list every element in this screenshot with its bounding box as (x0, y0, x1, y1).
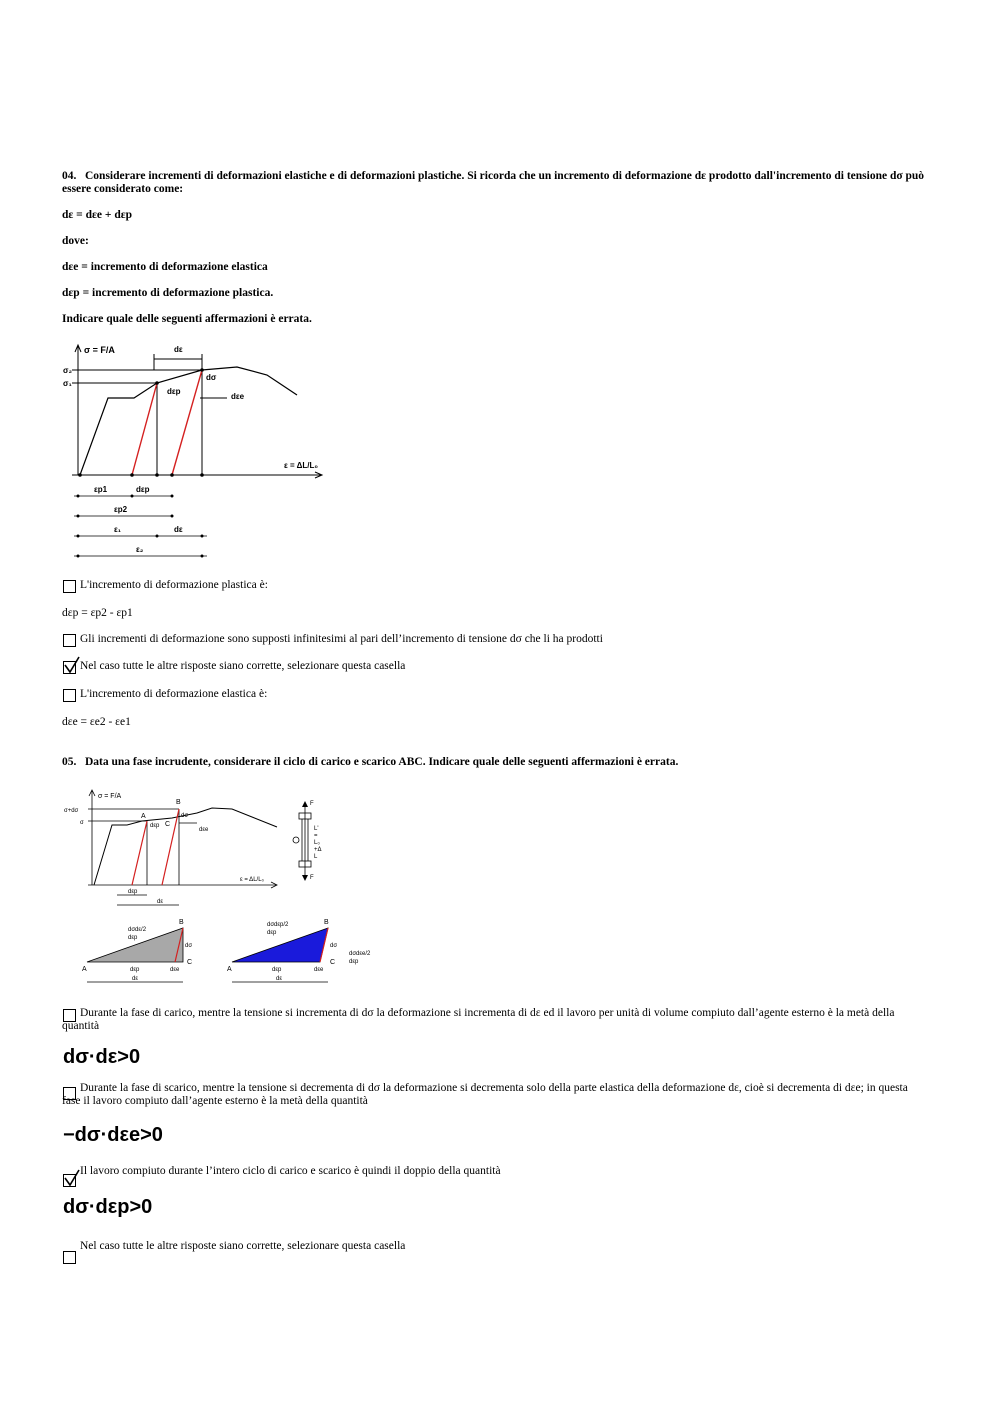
fig05-tri1-de-label: dε (132, 976, 139, 982)
q04-instruction: Indicare quale delle seguenti affermazioni è errata. (62, 313, 312, 325)
fig05-tri2-c-label: C (330, 959, 336, 966)
q04-def-elastic: dεe = incremento di deformazione elastica (62, 261, 268, 273)
q05-option3-checkbox[interactable] (63, 1174, 76, 1187)
q04-stress-strain-figure (62, 340, 332, 565)
fig05-tri1-dep-bottom-label: dεp (130, 967, 140, 973)
fig04-ep2-label: εp2 (114, 505, 128, 514)
fig05-c-label: C (165, 821, 171, 828)
fig05-s-label: σ (80, 820, 84, 826)
fig05-x-axis-label: ε = ΔL/L₀ (240, 877, 265, 883)
q05-title-text: Data una fase incrudente, considerare il ciclo di carico e scarico ABC. Indicare quale delle seguenti affermazioni è errata. (85, 756, 679, 768)
fig05-tri2-side-label: dσdεe/2 (349, 951, 371, 957)
q04-option3-text: Nel caso tutte le altre risposte siano corrette, selezionare questa casella (80, 660, 406, 672)
q04-def-plastic: dεp = incremento di deformazione plastica. (62, 287, 274, 299)
q05-option1-text: Durante la fase di carico, mentre la tensione si incrementa di dσ la deformazione si incrementa di dε ed il lavoro per unità di volume compiuto dall’agente esterno è la metà della quantità (62, 1007, 895, 1032)
fig04-e2-label: ε₂ (136, 545, 144, 554)
fig05-lprime-label: L' (314, 826, 319, 832)
q04-option2-text: Gli incrementi di deformazione sono supposti infinitesimi al pari dell’incremento di tensione dσ che li ha prodotti (80, 633, 603, 645)
q05-option4-text: Nel caso tutte le altre risposte siano corrette, selezionare questa casella (80, 1240, 406, 1252)
fig05-tri1-dee-label: dεe (170, 967, 180, 973)
fig04-sigma2-label: σ₂ (63, 366, 73, 375)
fig05-tri2-a-label: A (227, 966, 232, 973)
q04-title (62, 170, 932, 196)
fig04-ep1-label: εp1 (94, 485, 108, 494)
q05-option2-text: Durante la fase di scarico, mentre la tensione si decrementa di dσ la deformazione si decrementa solo della parte elastica della deformazione dε, cioè si decrementa di dεe; in questa fase il lavoro compiuto dall’agente esterno è la metà della quantità (62, 1082, 908, 1107)
q04-option2-checkbox[interactable] (63, 634, 76, 647)
q04-option4-checkbox[interactable] (63, 689, 76, 702)
q05-option3-text: Il lavoro compiuto durante l’intero ciclo di carico e scarico è quindi il doppio della quantità (80, 1165, 501, 1177)
fig05-force-top-label: F (310, 801, 314, 807)
fig04-de-dim-label: dε (174, 525, 183, 534)
fig05-l-label: L (314, 854, 318, 860)
q04-option1-text: L'incremento di deformazione plastica è: (80, 579, 268, 591)
fig05-tri2-dep-label: dεp (267, 930, 277, 936)
fig05-de-dim-label: dε (157, 899, 164, 905)
fig04-x-axis-label: ε = ΔL/L₀ (284, 461, 318, 470)
fig04-dep-label: dεp (167, 387, 181, 396)
fig05-tri2-dep-bottom-label: dεp (272, 967, 282, 973)
fig05-tri1-dsigma-label: dσ (185, 943, 193, 949)
q05-title (62, 756, 932, 769)
checkmark-icon (64, 1169, 80, 1187)
fig05-equals-label: = (314, 833, 318, 839)
fig04-sigma1-label: σ₁ (63, 379, 72, 388)
fig04-e1-label: ε₁ (114, 525, 122, 534)
fig04-de-label: dε (174, 345, 183, 354)
fig04-y-axis-label: σ = F/A (84, 345, 115, 355)
q04-option3-checkbox[interactable] (63, 661, 76, 674)
q05-option2-formula: −dσ·dεe>0 (63, 1124, 163, 1146)
fig05-tri1-dep-label: dεp (128, 935, 138, 941)
fig05-y-axis-label: σ = F/A (98, 793, 122, 800)
fig05-splus-label: σ+dσ (64, 808, 79, 814)
q04-option4-text: L'incremento di deformazione elastica è: (80, 688, 268, 700)
q05-option1-formula: dσ·dε>0 (63, 1046, 141, 1068)
fig05-tri1-top-label: dσdε/2 (128, 927, 147, 933)
q05-cycle-figure (62, 785, 392, 990)
fig05-force-bottom-label: F (310, 875, 314, 881)
q04-dove: dove: (62, 235, 89, 247)
fig05-plusdelta-label: +Δ (314, 847, 322, 853)
fig05-tri2-dee-label: dεe (314, 967, 324, 973)
q04-title-text: Considerare incrementi di deformazioni elastiche e di deformazioni plastiche. Si ricorda che un incremento di deformazione dε prodotto dall'incremento di tensione dσ può essere considerato come: (62, 170, 925, 195)
fig05-tri2-top-label: dσdεp/2 (267, 922, 289, 928)
q04-option1-formula: dεp = εp2 - εp1 (62, 607, 133, 619)
fig05-dee-label: dεe (199, 827, 209, 833)
fig04-dsigma-label: dσ (206, 373, 217, 382)
q04-number: 04. (62, 170, 77, 182)
fig04-dee-label: dεe (231, 392, 245, 401)
fig05-b-label: B (176, 799, 181, 806)
fig05-l0-label: L₀ (314, 840, 320, 846)
q04-option1-checkbox[interactable] (63, 580, 76, 593)
fig04-dep-dim-label: dεp (136, 485, 150, 494)
fig05-dep-dim-label: dεp (128, 889, 138, 895)
q04-equation: dε = dεe + dεp (62, 209, 133, 221)
q05-option3-formula: dσ·dεp>0 (63, 1196, 153, 1218)
q05-option4-checkbox[interactable] (63, 1251, 76, 1264)
q04-option4-formula: dεe = εe2 - εe1 (62, 716, 131, 728)
fig05-tri2-b-label: B (324, 919, 329, 926)
checkmark-icon (64, 656, 80, 674)
fig05-a-label: A (141, 813, 146, 820)
q05-number: 05. (62, 756, 77, 768)
fig05-tri2-side-dep-label: dεp (349, 959, 359, 965)
fig05-dsigma-label: dσ (181, 813, 189, 819)
fig05-dep-label: dεp (150, 823, 160, 829)
fig05-tri2-dsigma-label: dσ (330, 943, 338, 949)
fig05-tri1-c-label: C (187, 959, 193, 966)
fig05-tri1-b-label: B (179, 919, 184, 926)
fig05-tri1-a-label: A (82, 966, 87, 973)
fig05-tri2-de-label: dε (276, 976, 283, 982)
